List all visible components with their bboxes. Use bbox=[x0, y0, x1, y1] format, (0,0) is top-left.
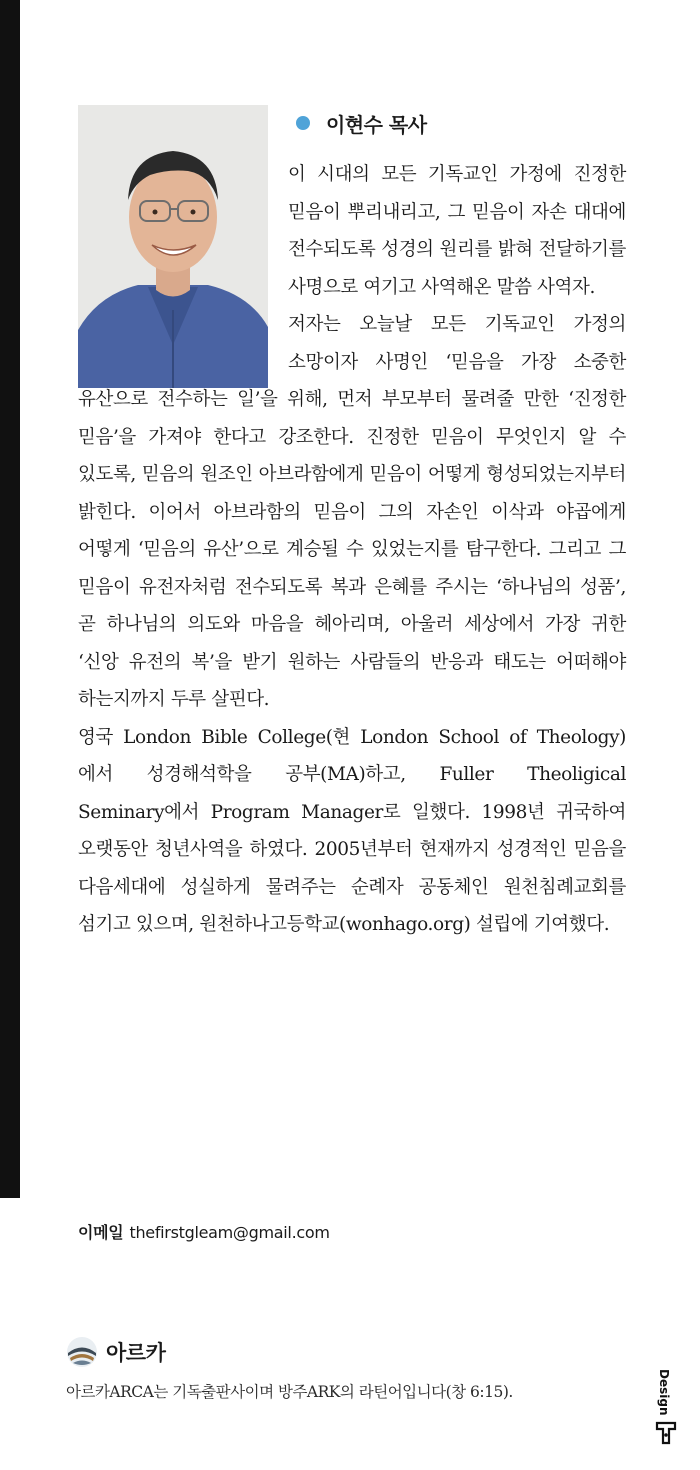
design-logo-icon bbox=[652, 1367, 680, 1447]
publisher-name: 아르카 bbox=[106, 1341, 166, 1365]
spine-bar bbox=[0, 0, 20, 1198]
author-name: 이현수 목사 bbox=[326, 112, 427, 137]
author-bio bbox=[78, 156, 626, 944]
photo-spacer bbox=[78, 156, 288, 381]
author-heading bbox=[296, 108, 427, 138]
publisher-description: 아르카ARCA는 기독출판사이며 방주ARK의 라틴어입니다(창 6:15). bbox=[66, 1383, 513, 1401]
email-label: 이메일 bbox=[78, 1223, 124, 1242]
bullet-dot-icon bbox=[296, 116, 310, 130]
arca-logo-icon bbox=[66, 1336, 98, 1368]
bio-paragraph-mission: 이 시대의 모든 기독교인 가정에 진정한 믿음이 뿌리내리고, 그 믿음이 자손 대대에 전수되도록 성경의 원리를 밝혀 전달하기를 사명으로 여기고 사역해온 말씀 사역자. bbox=[288, 164, 626, 298]
bio-paragraph-book: 저자는 오늘날 모든 기독교인 가정의 소망이자 사명인 ‘믿음을 가장 소중한 유산으로 전수하는 일’을 위해, 먼저 부모부터 물려줄 만한 ‘진정한 믿음’을 가져야 한다고 강조한다. 진정한 믿음이 무엇인지 알 수 있도록, 믿음의 원조인 아브라함에게 믿음이 어떻게 형성되었는지부터 밝힌다. 이어서 아브라함의 믿음이 그의 자손인 이삭과 야곱에게 어떻게 ‘믿음의 유산’으로 계승될 수 있었는지를 탐구한다. 그리고 그 믿음이 유전자처럼 전수되도록 복과 은혜를 주시는 ‘하나님의 성품’, 곧 하나님의 의도와 마음을 헤아리며, 아울러 세상에서 가장 귀한 ‘신앙 유전의 복’을 받기 원하는 사람들의 반응과 태도는 어떠해야 하는지까지 두루 살핀다. bbox=[78, 314, 626, 710]
publisher-brand bbox=[66, 1336, 165, 1368]
bio-paragraph-career: 영국 London Bible College(현 London School of Theology)에서 성경해석학을 공부(MA)하고, Fuller Theoligical Seminary에서 Program Manager로 일했다. 1998년 귀국하여 오랫동안 청년사역을 하였다. 2005년부터 현재까지 성경적인 믿음을 다음세대에 성실하게 물려주는 순례자 공동체인 원천침례교회를 섬기고 있으며, 원천하나고등학교(wonhago.org) 설립에 기여했다. bbox=[78, 726, 626, 935]
email-line bbox=[78, 1220, 330, 1243]
email-address: thefirstgleam@gmail.com bbox=[129, 1223, 330, 1242]
svg-text:Design: Design bbox=[657, 1369, 671, 1416]
